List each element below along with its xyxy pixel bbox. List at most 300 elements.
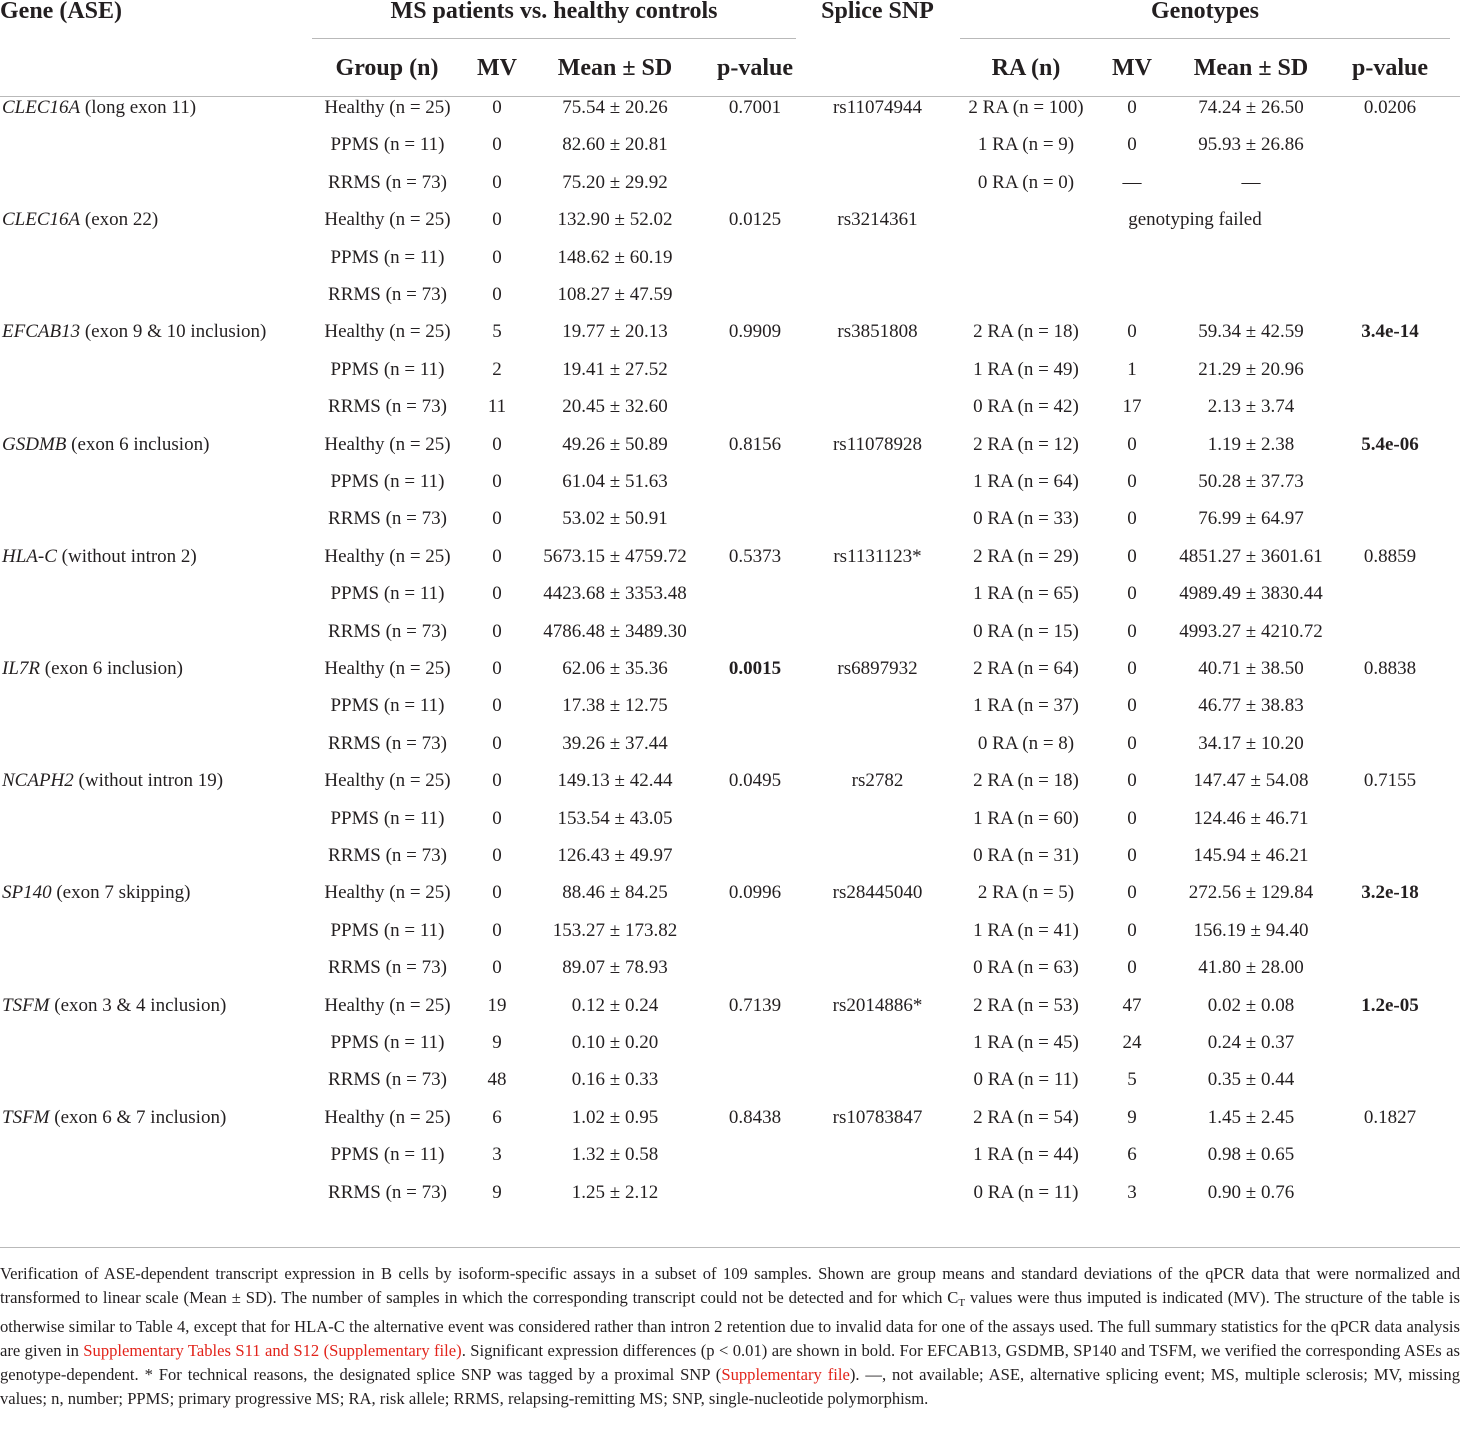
p-value-cell: 0.0015 (728, 658, 782, 679)
mean-sd-cell: 4786.48 ± 3489.30 (543, 620, 687, 642)
mean-sd-genotype-cell: 4989.49 ± 3830.44 (1179, 583, 1323, 605)
group-cell: PPMS (n = 11) (330, 358, 445, 380)
splice-snp-cell: rs11078928 (832, 433, 923, 455)
header-group: Group (n) (335, 55, 439, 81)
header-splice-snp: Splice SNP (821, 0, 934, 24)
gene-cell (2, 949, 302, 986)
mean-sd-genotype-cell: 124.46 ± 46.71 (1193, 807, 1309, 829)
splice-snp-cell (800, 239, 955, 276)
p-value-cell: 0.5373 (728, 545, 782, 567)
gene-detail: (exon 3 & 4 inclusion) (49, 994, 227, 1016)
mean-sd-genotype-cell (1168, 276, 1334, 313)
mv-genotype-cell: 5 (1127, 1069, 1137, 1091)
ra-cell: 1 RA (n = 64) (973, 471, 1079, 492)
group-cell: PPMS (n = 11) (330, 919, 445, 941)
table-row (0, 613, 1460, 650)
table-row (0, 1174, 1460, 1211)
p-value-genotype-cell (1340, 239, 1440, 276)
p-value-genotype-cell (1340, 949, 1440, 986)
table-row (0, 276, 1460, 313)
group-cell: Healthy (n = 25) (324, 545, 451, 567)
gene-cell (2, 89, 302, 126)
gene-cell (2, 613, 302, 650)
ra-cell: 2 RA (n = 5) (977, 882, 1075, 904)
splice-snp-cell (800, 949, 955, 986)
mv-genotype-cell: 0 (1127, 845, 1137, 866)
mean-sd-genotype-cell: 21.29 ± 20.96 (1198, 358, 1304, 380)
mean-sd-genotype-cell: 74.24 ± 26.50 (1198, 97, 1304, 118)
mean-sd-cell: 19.41 ± 27.52 (562, 358, 668, 380)
group-cell: Healthy (n = 25) (324, 882, 451, 904)
mean-sd-genotype-cell: 4993.27 ± 4210.72 (1179, 620, 1323, 642)
p-value-genotype-cell (1340, 126, 1440, 163)
mv-genotype-cell: 0 (1127, 545, 1137, 567)
splice-snp-cell: rs3851808 (837, 321, 918, 343)
caption-text-2: values were thus imputed is indicated (MV). The structure of the table is otherwise similar to Table 4, except that for HLA-C the alternative event was considered rather than intron 2 retention due to invalid data for one of the assays used. The full summary statistics for the qPCR data analysis are given in (0, 1288, 1460, 1360)
p-value-cell: 0.7001 (728, 97, 782, 118)
gene-cell (2, 987, 302, 1024)
gene-cell (2, 687, 302, 724)
gene-cell (2, 239, 302, 276)
mv-cell: 2 (492, 358, 502, 380)
supplementary-file-link[interactable]: Supplementary file (721, 1365, 850, 1384)
p-value-cell (705, 1024, 805, 1061)
caption-text-3: . Significant expression differences (p < 0.01) are shown in bold. For EFCAB13, GSDMB, SP140 and TSFM, we verified the corresponding ASEs as genotype-dependent. * For technical reasons, the designated splice SNP was tagged by a proximal SNP ( (0, 1341, 1460, 1384)
mean-sd-cell: 20.45 ± 32.60 (562, 396, 668, 418)
group-cell: PPMS (n = 11) (330, 583, 445, 605)
mv-genotype-cell: — (1122, 171, 1142, 193)
group-cell: PPMS (n = 11) (330, 471, 445, 492)
header-mv: MV (477, 55, 517, 81)
p-value-cell (705, 613, 805, 650)
table-row (0, 1099, 1460, 1136)
p-value-genotype-cell: 0.8859 (1363, 545, 1417, 567)
mean-sd-genotype-cell: 0.35 ± 0.44 (1207, 1069, 1295, 1091)
ra-cell: 2 RA (n = 100) (968, 97, 1084, 118)
p-value-genotype-cell (1340, 837, 1440, 874)
mean-sd-genotype-cell: — (1241, 171, 1261, 193)
mv-genotype-cell: 0 (1127, 471, 1137, 492)
mean-sd-genotype-cell: 0.98 ± 0.65 (1207, 1144, 1295, 1166)
mean-sd-genotype-cell: 1.45 ± 2.45 (1207, 1106, 1295, 1128)
p-value-cell (705, 463, 805, 500)
gene-detail: (exon 9 & 10 inclusion) (80, 321, 267, 343)
ra-cell: 0 RA (n = 63) (973, 957, 1079, 979)
group-cell: RRMS (n = 73) (328, 396, 447, 418)
mean-sd-genotype-cell: 4851.27 ± 3601.61 (1179, 545, 1323, 567)
mv-cell: 0 (492, 209, 502, 231)
table-row (0, 762, 1460, 799)
ra-cell: 0 RA (n = 8) (977, 732, 1075, 754)
group-cell: RRMS (n = 73) (328, 508, 447, 530)
table-bottom-rule (0, 1247, 1460, 1248)
caption-subscript: T (958, 1297, 966, 1309)
mv-cell: 0 (492, 658, 502, 679)
p-value-cell (705, 912, 805, 949)
mv-cell: 0 (492, 919, 502, 941)
mean-sd-genotype-cell: 34.17 ± 10.20 (1198, 732, 1304, 754)
table-row (0, 912, 1460, 949)
ra-cell: 1 RA (n = 45) (973, 1032, 1079, 1053)
group-cell: RRMS (n = 73) (328, 171, 447, 193)
ra-cell: 0 RA (n = 15) (973, 620, 1079, 642)
mean-sd-genotype-cell: 40.71 ± 38.50 (1198, 658, 1304, 679)
mean-sd-cell: 126.43 ± 49.97 (557, 845, 673, 866)
mv-genotype-cell (1102, 239, 1162, 276)
table-row (0, 538, 1460, 575)
mean-sd-genotype-cell: 46.77 ± 38.83 (1198, 695, 1304, 717)
mv-genotype-cell: 0 (1127, 433, 1137, 455)
group-cell: PPMS (n = 11) (330, 246, 445, 268)
mean-sd-cell: 4423.68 ± 3353.48 (543, 583, 687, 605)
gene-detail: (without intron 2) (56, 545, 197, 567)
mv-genotype-cell: 0 (1127, 97, 1137, 118)
p-value-cell (705, 351, 805, 388)
table-row (0, 949, 1460, 986)
table-row (0, 874, 1460, 911)
table-row (0, 426, 1460, 463)
group-cell: Healthy (n = 25) (324, 209, 451, 231)
group-cell: PPMS (n = 11) (330, 134, 445, 156)
mean-sd-cell: 149.13 ± 42.44 (557, 770, 673, 792)
mean-sd-cell: 53.02 ± 50.91 (562, 508, 668, 530)
mv-cell: 0 (492, 97, 502, 118)
p-value-genotype-cell (1340, 912, 1440, 949)
splice-snp-cell (800, 351, 955, 388)
mv-cell: 5 (492, 321, 502, 343)
mean-sd-cell: 49.26 ± 50.89 (562, 433, 668, 455)
ra-cell: 2 RA (n = 18) (973, 770, 1079, 792)
splice-snp-cell (800, 1174, 955, 1211)
gene-cell (2, 463, 302, 500)
gene-cell (2, 575, 302, 612)
mean-sd-cell: 75.20 ± 29.92 (562, 171, 668, 193)
gene-name: GSDMB (2, 433, 67, 455)
mean-sd-genotype-cell: 272.56 ± 129.84 (1188, 882, 1314, 904)
mv-genotype-cell: 0 (1127, 583, 1137, 605)
group-cell: PPMS (n = 11) (330, 807, 445, 829)
mean-sd-genotype-cell: 0.24 ± 0.37 (1207, 1032, 1295, 1053)
gene-detail: (exon 6 & 7 inclusion) (49, 1106, 227, 1128)
mean-sd-cell: 75.54 ± 20.26 (562, 97, 668, 118)
gene-cell (2, 276, 302, 313)
table-row (0, 1024, 1460, 1061)
header-genotypes: Genotypes (1151, 0, 1259, 24)
mean-sd-genotype-cell: 1.19 ± 2.38 (1207, 433, 1295, 455)
mv-genotype-cell: 0 (1127, 508, 1137, 530)
p-value-genotype-cell (1340, 575, 1440, 612)
p-value-genotype-cell (1340, 1136, 1440, 1173)
header-mv-genotypes: MV (1112, 55, 1152, 81)
mv-genotype-cell: 3 (1127, 1181, 1137, 1203)
mv-cell: 0 (492, 171, 502, 193)
mean-sd-genotype-cell: 0.02 ± 0.08 (1207, 994, 1295, 1016)
ra-cell: 1 RA (n = 44) (973, 1144, 1079, 1166)
splice-snp-cell (800, 837, 955, 874)
gene-name: IL7R (2, 658, 40, 679)
mean-sd-cell: 132.90 ± 52.02 (557, 209, 673, 231)
p-value-genotype-cell: 0.7155 (1363, 770, 1417, 792)
ra-cell: 0 RA (n = 11) (973, 1181, 1079, 1203)
p-value-cell (705, 164, 805, 201)
splice-snp-cell: rs6897932 (837, 658, 918, 679)
splice-snp-cell (800, 276, 955, 313)
group-cell: RRMS (n = 73) (328, 732, 447, 754)
ra-cell: 2 RA (n = 64) (973, 658, 1079, 679)
mv-genotype-cell: 0 (1127, 321, 1137, 343)
mean-sd-cell: 1.32 ± 0.58 (571, 1144, 659, 1166)
p-value-cell (705, 239, 805, 276)
p-value-cell (705, 800, 805, 837)
p-value-cell (705, 837, 805, 874)
ra-cell (950, 239, 1102, 276)
mv-cell: 0 (492, 433, 502, 455)
splice-snp-cell (800, 725, 955, 762)
gene-detail: (exon 7 skipping) (51, 882, 191, 904)
ra-cell: 1 RA (n = 41) (973, 919, 1079, 941)
p-value-genotype-cell: 3.2e-18 (1361, 882, 1419, 904)
mv-genotype-cell: 6 (1127, 1144, 1137, 1166)
ra-cell: 1 RA (n = 37) (973, 695, 1079, 717)
mean-sd-genotype-cell: 76.99 ± 64.97 (1198, 508, 1304, 530)
mv-cell: 6 (492, 1106, 502, 1128)
splice-snp-cell: rs28445040 (832, 882, 923, 904)
group-cell: Healthy (n = 25) (324, 97, 451, 118)
mv-cell: 0 (492, 695, 502, 717)
group-cell: Healthy (n = 25) (324, 433, 451, 455)
caption-text-4: ). —, not available; ASE, alternative splicing event; MS, multiple sclerosis; MV, missing values; n, number; PPMS; primary progressive MS; RA, risk allele; RRMS, relapsing-remitting MS; SNP, single-nucleotide polymorphism. (0, 1365, 1460, 1408)
table-row (0, 126, 1460, 163)
mv-genotype-cell (1102, 276, 1162, 313)
group-cell: RRMS (n = 73) (328, 1069, 447, 1091)
table-row (0, 463, 1460, 500)
gene-cell (2, 1024, 302, 1061)
p-value-genotype-cell (1340, 800, 1440, 837)
mean-sd-genotype-cell: 2.13 ± 3.74 (1207, 396, 1295, 418)
mean-sd-genotype-cell (1168, 239, 1334, 276)
mv-cell: 0 (492, 284, 502, 305)
splice-snp-cell (800, 463, 955, 500)
mv-cell: 0 (492, 732, 502, 754)
header-p-value-genotypes: p-value (1351, 55, 1428, 81)
mv-cell: 11 (487, 396, 507, 418)
gene-cell (2, 1061, 302, 1098)
group-cell: PPMS (n = 11) (330, 1144, 445, 1166)
table-row (0, 687, 1460, 724)
mv-genotype-cell: 9 (1127, 1106, 1137, 1128)
mean-sd-genotype-cell: 145.94 ± 46.21 (1193, 845, 1309, 866)
mean-sd-cell: 1.25 ± 2.12 (571, 1181, 659, 1203)
p-value-genotype-cell (1340, 463, 1440, 500)
p-value-genotype-cell: 0.8838 (1363, 658, 1417, 679)
mean-sd-cell: 0.12 ± 0.24 (571, 994, 659, 1016)
gene-detail: (exon 6 inclusion) (40, 658, 184, 679)
ra-cell: 1 RA (n = 9) (977, 134, 1075, 156)
mv-genotype-cell: 0 (1127, 134, 1137, 156)
mv-cell: 0 (492, 246, 502, 268)
table-row (0, 201, 1460, 238)
genotyping-note: genotyping failed (1128, 209, 1262, 231)
mv-genotype-cell: 0 (1127, 919, 1137, 941)
p-value-cell (705, 1174, 805, 1211)
supplementary-tables-link[interactable]: Supplementary Tables S11 and S12 (Supplementary file) (83, 1341, 462, 1360)
mean-sd-cell: 0.16 ± 0.33 (571, 1069, 659, 1091)
p-value-cell (705, 388, 805, 425)
mv-genotype-cell: 24 (1122, 1032, 1142, 1053)
splice-snp-cell: rs1131123* (833, 545, 922, 567)
gene-name: NCAPH2 (2, 770, 74, 792)
mv-genotype-cell: 1 (1127, 358, 1137, 380)
mv-cell: 9 (492, 1181, 502, 1203)
mv-cell: 3 (492, 1144, 502, 1166)
p-value-genotype-cell (1340, 351, 1440, 388)
ra-cell: 0 RA (n = 42) (973, 396, 1079, 418)
mean-sd-cell: 1.02 ± 0.95 (571, 1106, 659, 1128)
mv-genotype-cell: 17 (1122, 396, 1142, 418)
p-value-genotype-cell: 3.4e-14 (1361, 321, 1419, 343)
mv-genotype-cell: 0 (1127, 770, 1137, 792)
p-value-cell: 0.0495 (728, 770, 782, 792)
p-value-cell (705, 687, 805, 724)
ra-cell: 2 RA (n = 53) (973, 994, 1079, 1016)
mv-genotype-cell: 0 (1127, 732, 1137, 754)
group-cell: RRMS (n = 73) (328, 284, 447, 305)
gene-cell (2, 837, 302, 874)
splice-snp-cell (800, 613, 955, 650)
gene-name: EFCAB13 (2, 321, 81, 343)
mv-genotype-cell: 0 (1127, 882, 1137, 904)
p-value-genotype-cell (1340, 388, 1440, 425)
table-row (0, 1136, 1460, 1173)
gene-name: TSFM (2, 1106, 50, 1128)
mean-sd-cell: 61.04 ± 51.63 (562, 471, 668, 492)
gene-detail: (exon 22) (80, 209, 159, 231)
p-value-genotype-cell (1340, 1174, 1440, 1211)
group-cell: Healthy (n = 25) (324, 321, 451, 343)
p-value-genotype-cell (1340, 276, 1440, 313)
gene-detail: (exon 6 inclusion) (66, 433, 210, 455)
mean-sd-cell: 39.26 ± 37.44 (562, 732, 668, 754)
splice-snp-cell (800, 500, 955, 537)
ra-cell: 1 RA (n = 60) (973, 807, 1079, 829)
gene-cell (2, 725, 302, 762)
splice-snp-cell (800, 1136, 955, 1173)
gene-cell (2, 500, 302, 537)
splice-snp-cell (800, 575, 955, 612)
table-row (0, 800, 1460, 837)
group-cell: Healthy (n = 25) (324, 658, 451, 679)
p-value-genotype-cell (1340, 164, 1440, 201)
mean-sd-cell: 17.38 ± 12.75 (562, 695, 668, 717)
table-row (0, 575, 1460, 612)
p-value-cell: 0.8156 (728, 433, 782, 455)
mv-cell: 0 (492, 545, 502, 567)
mv-cell: 0 (492, 770, 502, 792)
mean-sd-genotype-cell: 95.93 ± 26.86 (1198, 134, 1304, 156)
p-value-cell (705, 500, 805, 537)
p-value-cell (705, 949, 805, 986)
p-value-genotype-cell (1340, 1024, 1440, 1061)
splice-snp-cell (800, 687, 955, 724)
splice-snp-cell (800, 164, 955, 201)
ra-cell: 2 RA (n = 18) (973, 321, 1079, 343)
gene-cell (2, 800, 302, 837)
splice-snp-cell (800, 800, 955, 837)
group-cell: PPMS (n = 11) (330, 1032, 445, 1053)
group-cell: Healthy (n = 25) (324, 770, 451, 792)
gene-name: CLEC16A (2, 97, 81, 118)
splice-snp-cell (800, 1024, 955, 1061)
p-value-cell (705, 276, 805, 313)
gene-cell (2, 538, 302, 575)
mean-sd-genotype-cell: 0.90 ± 0.76 (1207, 1181, 1295, 1203)
group-cell: Healthy (n = 25) (324, 1106, 451, 1128)
gene-cell (2, 912, 302, 949)
divider-ms-group (312, 38, 796, 39)
p-value-cell: 0.7139 (728, 994, 782, 1016)
p-value-genotype-cell (1340, 725, 1440, 762)
gene-cell (2, 313, 302, 350)
p-value-cell (705, 1136, 805, 1173)
p-value-cell: 0.8438 (728, 1106, 782, 1128)
p-value-cell (705, 126, 805, 163)
mean-sd-cell: 0.10 ± 0.20 (571, 1032, 659, 1053)
p-value-genotype-cell: 1.2e-05 (1361, 994, 1419, 1016)
p-value-cell (705, 1061, 805, 1098)
p-value-cell: 0.0996 (728, 882, 782, 904)
p-value-cell: 0.9909 (728, 321, 782, 343)
group-cell: RRMS (n = 73) (328, 1181, 447, 1203)
header-mean-sd: Mean ± SD (557, 55, 673, 81)
gene-name: TSFM (2, 994, 50, 1016)
ra-cell: 0 RA (n = 31) (973, 845, 1079, 866)
mv-cell: 0 (492, 583, 502, 605)
header-p-value: p-value (716, 55, 793, 81)
mean-sd-cell: 153.54 ± 43.05 (557, 807, 673, 829)
splice-snp-cell: rs11074944 (832, 97, 923, 118)
table-row (0, 388, 1460, 425)
ra-cell: 2 RA (n = 29) (973, 545, 1079, 567)
mean-sd-cell: 82.60 ± 20.81 (562, 134, 668, 156)
mean-sd-genotype-cell: 41.80 ± 28.00 (1198, 957, 1304, 979)
splice-snp-cell: rs2014886* (832, 994, 923, 1016)
mv-cell: 0 (492, 882, 502, 904)
mv-cell: 0 (492, 508, 502, 530)
mv-cell: 0 (492, 845, 502, 866)
mean-sd-genotype-cell: 147.47 ± 54.08 (1193, 770, 1309, 792)
mean-sd-cell: 19.77 ± 20.13 (562, 321, 668, 343)
mv-genotype-cell: 0 (1127, 807, 1137, 829)
header-ra: RA (n) (991, 55, 1061, 81)
gene-cell (2, 1099, 302, 1136)
p-value-genotype-cell (1340, 687, 1440, 724)
mv-genotype-cell: 0 (1127, 658, 1137, 679)
ra-cell: 2 RA (n = 12) (973, 433, 1079, 455)
mean-sd-genotype-cell: 50.28 ± 37.73 (1198, 471, 1304, 492)
group-cell: RRMS (n = 73) (328, 620, 447, 642)
ra-cell: 0 RA (n = 33) (973, 508, 1079, 530)
mean-sd-cell: 62.06 ± 35.36 (562, 658, 668, 679)
gene-cell (2, 762, 302, 799)
gene-cell (2, 126, 302, 163)
p-value-genotype-cell: 0.1827 (1363, 1106, 1417, 1128)
group-cell: PPMS (n = 11) (330, 695, 445, 717)
p-value-cell (705, 575, 805, 612)
header-mean-sd-genotypes: Mean ± SD (1193, 55, 1309, 81)
splice-snp-cell: rs10783847 (832, 1106, 923, 1128)
gene-detail: (long exon 11) (80, 97, 197, 118)
mean-sd-cell: 5673.15 ± 4759.72 (543, 545, 687, 567)
